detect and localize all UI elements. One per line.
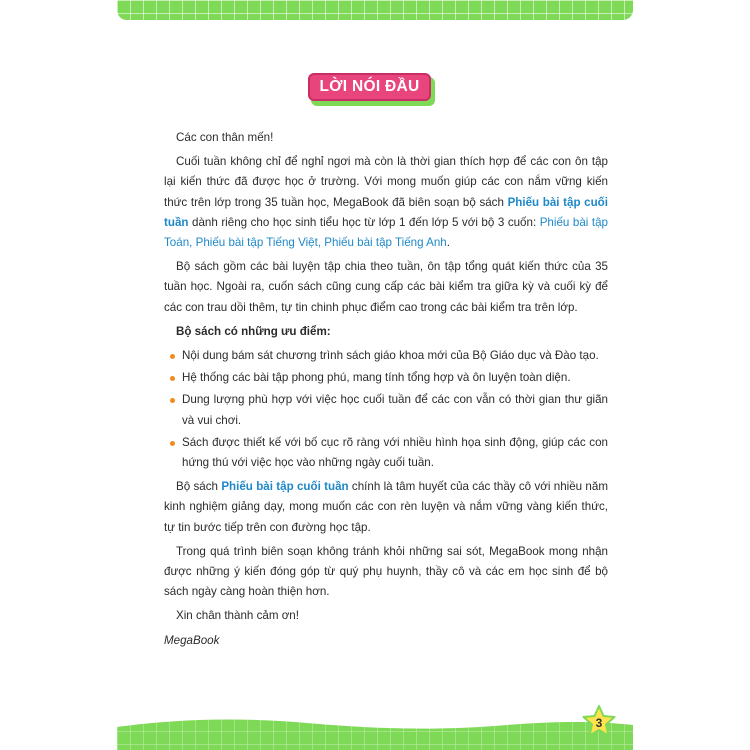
paragraph-intro — [164, 152, 608, 253]
intro-text-1: Cuối tuần không chỉ để nghỉ ngơi mà còn là thời gian thích hợp để các con ôn tập lại kiến thức đã được học ở trường. Với mong muốn giúp các con nắm vững kiến thức trên lớp trong 35 tuần học, MegaBook đã biên soạn bộ sách — [164, 155, 608, 209]
intro-end: . — [446, 236, 450, 250]
top-grid-band — [117, 0, 633, 20]
list-item — [164, 433, 608, 473]
bottom-grid-band — [117, 705, 633, 750]
bullet-dot-icon — [170, 398, 175, 403]
title-badge — [308, 73, 435, 105]
foreword-body — [164, 128, 608, 655]
advantage-text: Nội dung bám sát chương trình sách giáo khoa mới của Bộ Giáo dục và Đào tạo. — [182, 349, 599, 363]
closing-line: Xin chân thành cảm ơn! — [176, 609, 299, 623]
bullet-dot-icon — [170, 441, 175, 446]
bullet-dot-icon — [170, 376, 175, 381]
advantages-heading: Bộ sách có những ưu điểm: — [176, 324, 331, 338]
intro-text-2: dành riêng cho học sinh tiểu học từ lớp 1 đến lớp 5 với bộ 3 cuốn: — [188, 215, 540, 229]
list-item — [164, 390, 608, 430]
paragraph-feedback: Trong quá trình biên soạn không tránh khỏi những sai sót, MegaBook mong nhận được những ý kiến đóng góp từ quý phụ huynh, thầy cô và các em học sinh để bộ sách ngày càng hoàn thiện hơn. — [164, 544, 608, 599]
bullet-dot-icon — [170, 354, 175, 359]
series-name-highlight: Phiếu bài tập cuối tuần — [164, 195, 608, 229]
book-list-highlight: Phiếu bài tập Toán, Phiếu bài tập Tiếng Việt, Phiếu bài tập Tiếng Anh — [164, 215, 608, 250]
signature: MegaBook — [164, 633, 220, 647]
advantage-text: Hệ thống các bài tập phong phú, mang tính tổng hợp và ôn luyện toàn diện. — [182, 371, 571, 385]
page-number-badge — [582, 705, 616, 737]
paragraph-dedication — [164, 477, 608, 538]
series-name-highlight: Phiếu bài tập cuối tuần — [221, 480, 349, 494]
advantages-list — [164, 346, 608, 473]
list-item — [164, 368, 608, 388]
advantage-text: Sách được thiết kế với bố cục rõ ràng với nhiều hình họa sinh động, giúp các con hứng thú với việc học vào những ngày cuối tuần. — [182, 435, 608, 470]
bottom-wave-shape — [117, 705, 633, 750]
page-title: LỜI NÓI ĐẦU — [308, 73, 431, 101]
greeting: Các con thân mến! — [176, 131, 274, 144]
paragraph-structure: Bộ sách gồm các bài luyện tập chia theo tuần, ôn tập tổng quát kiến thức của 35 tuần học. Ngoài ra, cuốn sách cũng cung cấp các bài kiểm tra giữa kỳ và cuối kỳ để các con trau dồi thêm, tự tin chinh phục điểm cao trong các bài kiểm tra trên lớp. — [164, 260, 608, 314]
list-item — [164, 346, 608, 366]
page-number: 3 — [595, 715, 603, 730]
dedication-text-2: chính là tâm huyết của các thầy cô với nhiều năm kinh nghiệm giảng dạy, mong muốn các con rèn luyện và nắm vững vàng kiến thức, tự tin bước tiếp trên con đường học tập. — [164, 480, 608, 534]
advantage-text: Dung lượng phù hợp với việc học cuối tuần để các con vẫn có thời gian thư giãn và vui chơi. — [182, 393, 608, 427]
dedication-text-1: Bộ sách — [176, 480, 222, 494]
